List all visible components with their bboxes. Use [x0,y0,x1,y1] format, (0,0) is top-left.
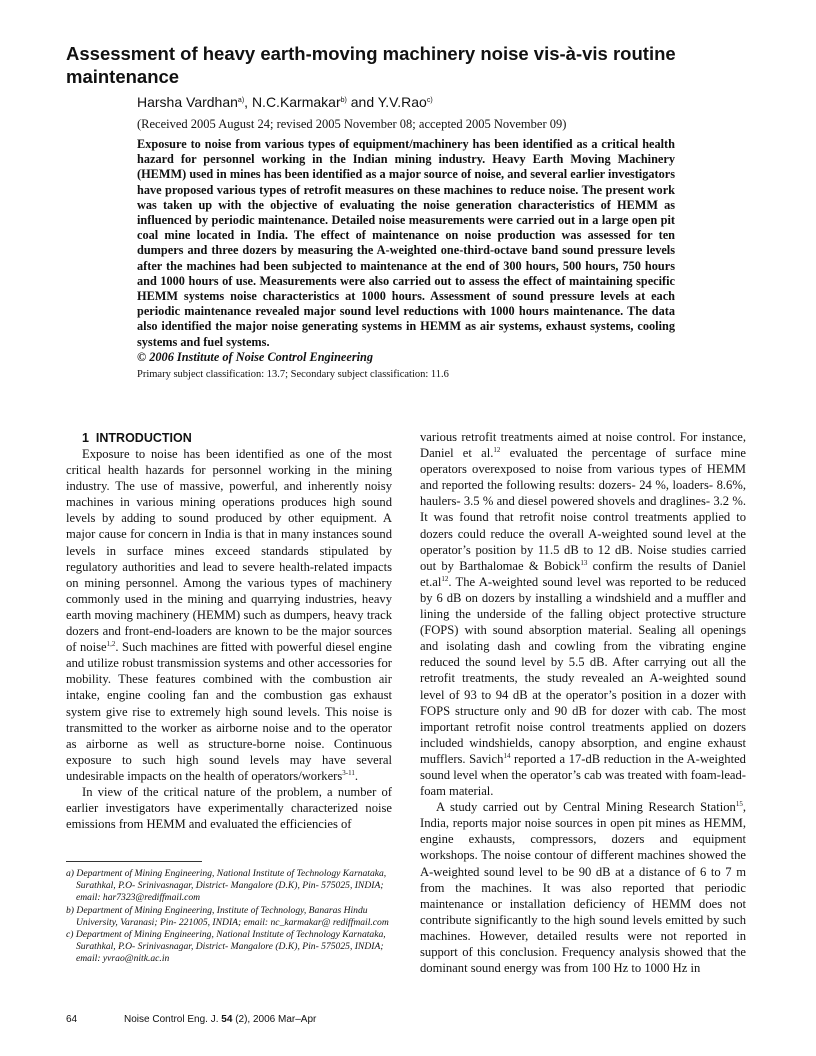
affiliation-mark: b) [340,97,347,104]
footnote: b) Department of Mining Engineering, Institute of Technology, Banaras Hindu University, Varanasi; Pin- 221005, INDIA; email: nc_karmakar@ rediffmail.com [66,904,389,928]
author-name: Y.V.Rao [377,94,427,110]
received-dates: (Received 2005 August 24; revised 2005 November 08; accepted 2005 November 09) [137,117,567,131]
paper-title: Assessment of heavy earth-moving machinery noise vis-à-vis routine maintenance [66,43,676,87]
abstract-text: Exposure to noise from various types of equipment/machinery has been identified as a critical health hazard for personnel working in the Indian mining industry. Heavy Earth Moving Machinery (HEMM) used in mines has been identified as a major source of noise, and several earlier investigators have proposed various types of retrofit measures on these machines to reduce noise. The present work was taken up with the objective of evaluating the noise generation characteristics of HEMM as influenced by periodic maintenance. Detailed noise measurements were carried out in a large open pit coal mine located in India. The effect of maintenance on noise production was assessed for ten dumpers and three dozers by measuring the A-weighted one-third-octave band sound pressure levels after the machines had been subjected to maintenance at the end of 300 hours, 500 hours, 750 hours and 1000 hours of use. Measurements were also carried out to assess the effect of maintaining specific HEMM systems noise characteristics at 1000 hours. Assessment of sound pressure levels at each periodic maintenance revealed major sound level reductions with 1000 hours maintenance. The data also identified the major noise generating systems in HEMM as air systems, exhaust systems, cooling systems and fuel systems. [137,137,675,349]
body-text: reported a 17-dB reduction in the A-weighted sound level when the operator’s cab was treated with foam-lead-foam material. [420,751,746,799]
citation: 15 [735,800,743,809]
body-text: various retrofit treatments aimed at noise control. For instance, Daniel et al. [420,430,746,461]
author-name: Harsha Vardhan [137,94,238,110]
section-title: INTRODUCTION [95,431,192,445]
body-text: evaluated the percentage of surface mine operators overexposed to noise from various types of HEMM and reported the following results: dozers- 24 %, loaders- 8.6%, haulers- 3.5 % and diesel powered shovels and draglines- 3.2 %. It was found that retrofit noise control treatments applied to dozers could reduce the overall A-weighted sound level at the operator’s position by 11.5 dB to 12 dB. Noise studies carried out by Barthalomae & Bobick [420,446,746,573]
subject-classification: Primary subject classification: 13.7; Secondary subject classification: 11.6 [137,369,449,380]
affiliation-mark: a) [237,97,245,104]
footnote: a) Department of Mining Engineering, National Institute of Technology Karnataka, Surathkal, P.O- Srinivasnagar, District- Mangalore (D.K), Pin- 575025, INDIA; email: har7323@rediffmail.com [66,868,387,904]
journal-volume: 54 [221,1014,233,1025]
author-name: N.C.Karmakar [251,94,341,110]
journal-issue: (2), 2006 Mar–Apr [235,1014,317,1025]
author-line: Harsha Vardhan$^{a)}$, N.C.Karmakar$^{b)}$ and Y.V.Rao$^{c)}$ [137,94,433,110]
section-number: 1 [82,431,89,445]
citation: 12 [493,446,501,455]
citation: 14 [503,751,511,760]
body-text: A study carried out by Central Mining Research Station [436,800,736,815]
copyright-line: © 2006 Institute of Noise Control Engineering [137,349,374,364]
body-text: Exposure to noise has been identified as one of the most critical health hazards for personnel working in the mining industry. The use of massive, powerful, and inherently noisy machines in various mining operations produces high sound levels by adding to sound produced by other equipment. A major cause for concern in India is that in many instances sound levels in surface mines exceed standards stipulated by regulatory authorities and lead to severe health-related impacts on mining personnel. Among the various types of machinery commonly used in the mining and quarrying industries, heavy earth moving machinery (HEMM) such as dumpers, heavy track dozers and front-end-loaders are known to be the major sources of noise [66,447,392,655]
footnotes [66,868,396,966]
footnote-rule [66,861,202,862]
affiliation-mark: c) [426,97,433,104]
journal-name: Noise Control Eng. J. [124,1014,219,1025]
body-paragraph [66,446,392,784]
body-paragraph [420,429,746,799]
left-column [66,430,392,832]
section-heading [66,430,392,446]
citation: 1,2 [106,640,116,649]
right-column [420,429,746,976]
abstract [137,137,675,365]
page-footer [66,1013,316,1026]
body-text: . [354,768,359,783]
body-text: . Such machines are fitted with powerful diesel engine and utilize robust transmission systems and other accessories for mobility. These features combined with the combustion air intake, engine cooling fan and the combustion gas exhaust system give rise to extremely high sound levels. This noise is transmitted to the worker as airborne noise and to the operator as airborne as well as structure-borne noise. Continuous exposure to such high sound levels may have several undesirable impacts on the health of operators/workers [66,640,392,783]
citation: 12 [441,574,449,583]
body-text: confirm the results of Daniel et.al [420,558,746,589]
author-joiner: and [350,94,375,110]
page-number: 64 [66,1014,78,1025]
body-paragraph [420,799,746,976]
footnote: c) Department of Mining Engineering, National Institute of Technology Karnataka, Surathkal, P.O- Srinivasnagar, District- Mangalore (D.K), Pin- 575025, INDIA; email: yvrao@nitk.ac.in [66,929,386,965]
body-text: . The A-weighted sound level was reported to be reduced by 6 dB on dozers by installing a windshield and a muffler and lining the underside of the falling object protective structure (FOPS) with sound absorption material. Sealing all openings and isolating dash and cowling from the vibrating engine reduced the sound level by 5.5 dB. After carrying out all the retrofit treatments, the study revealed an A-weighted sound level of 93 to 94 dB at the operator’s position in a dozer with FOPS structure only and 90 dB for dozer with cab. The most important retrofit noise control treatments applied on dozers included windshields, canopy absorption, and engine exhaust mufflers. Savich [420,574,746,766]
body-paragraph: In view of the critical nature of the problem, a number of earlier investigators have experimentally characterized noise emissions from HEMM and evaluated the efficiencies of [66,784,392,832]
body-text: , India, reports major noise sources in open pit mines as HEMM, engine exhausts, compressors, dozers and equipment workshops. The noise contour of different machines showed the A-weighted sound level to be 90 dB at a distance of 6 to 7 m from the machines. It was also reported that periodic maintenance or installation deficiency of HEMM does not contribute significantly to the high sound levels emitted by such machines. However, detailed results were not reported in support of this conclusion. Frequency analysis showed that the dominant sound energy was from 100 Hz to 1000 Hz in [420,800,746,976]
citation: 13 [580,558,588,567]
citation: 3-11 [342,768,355,777]
